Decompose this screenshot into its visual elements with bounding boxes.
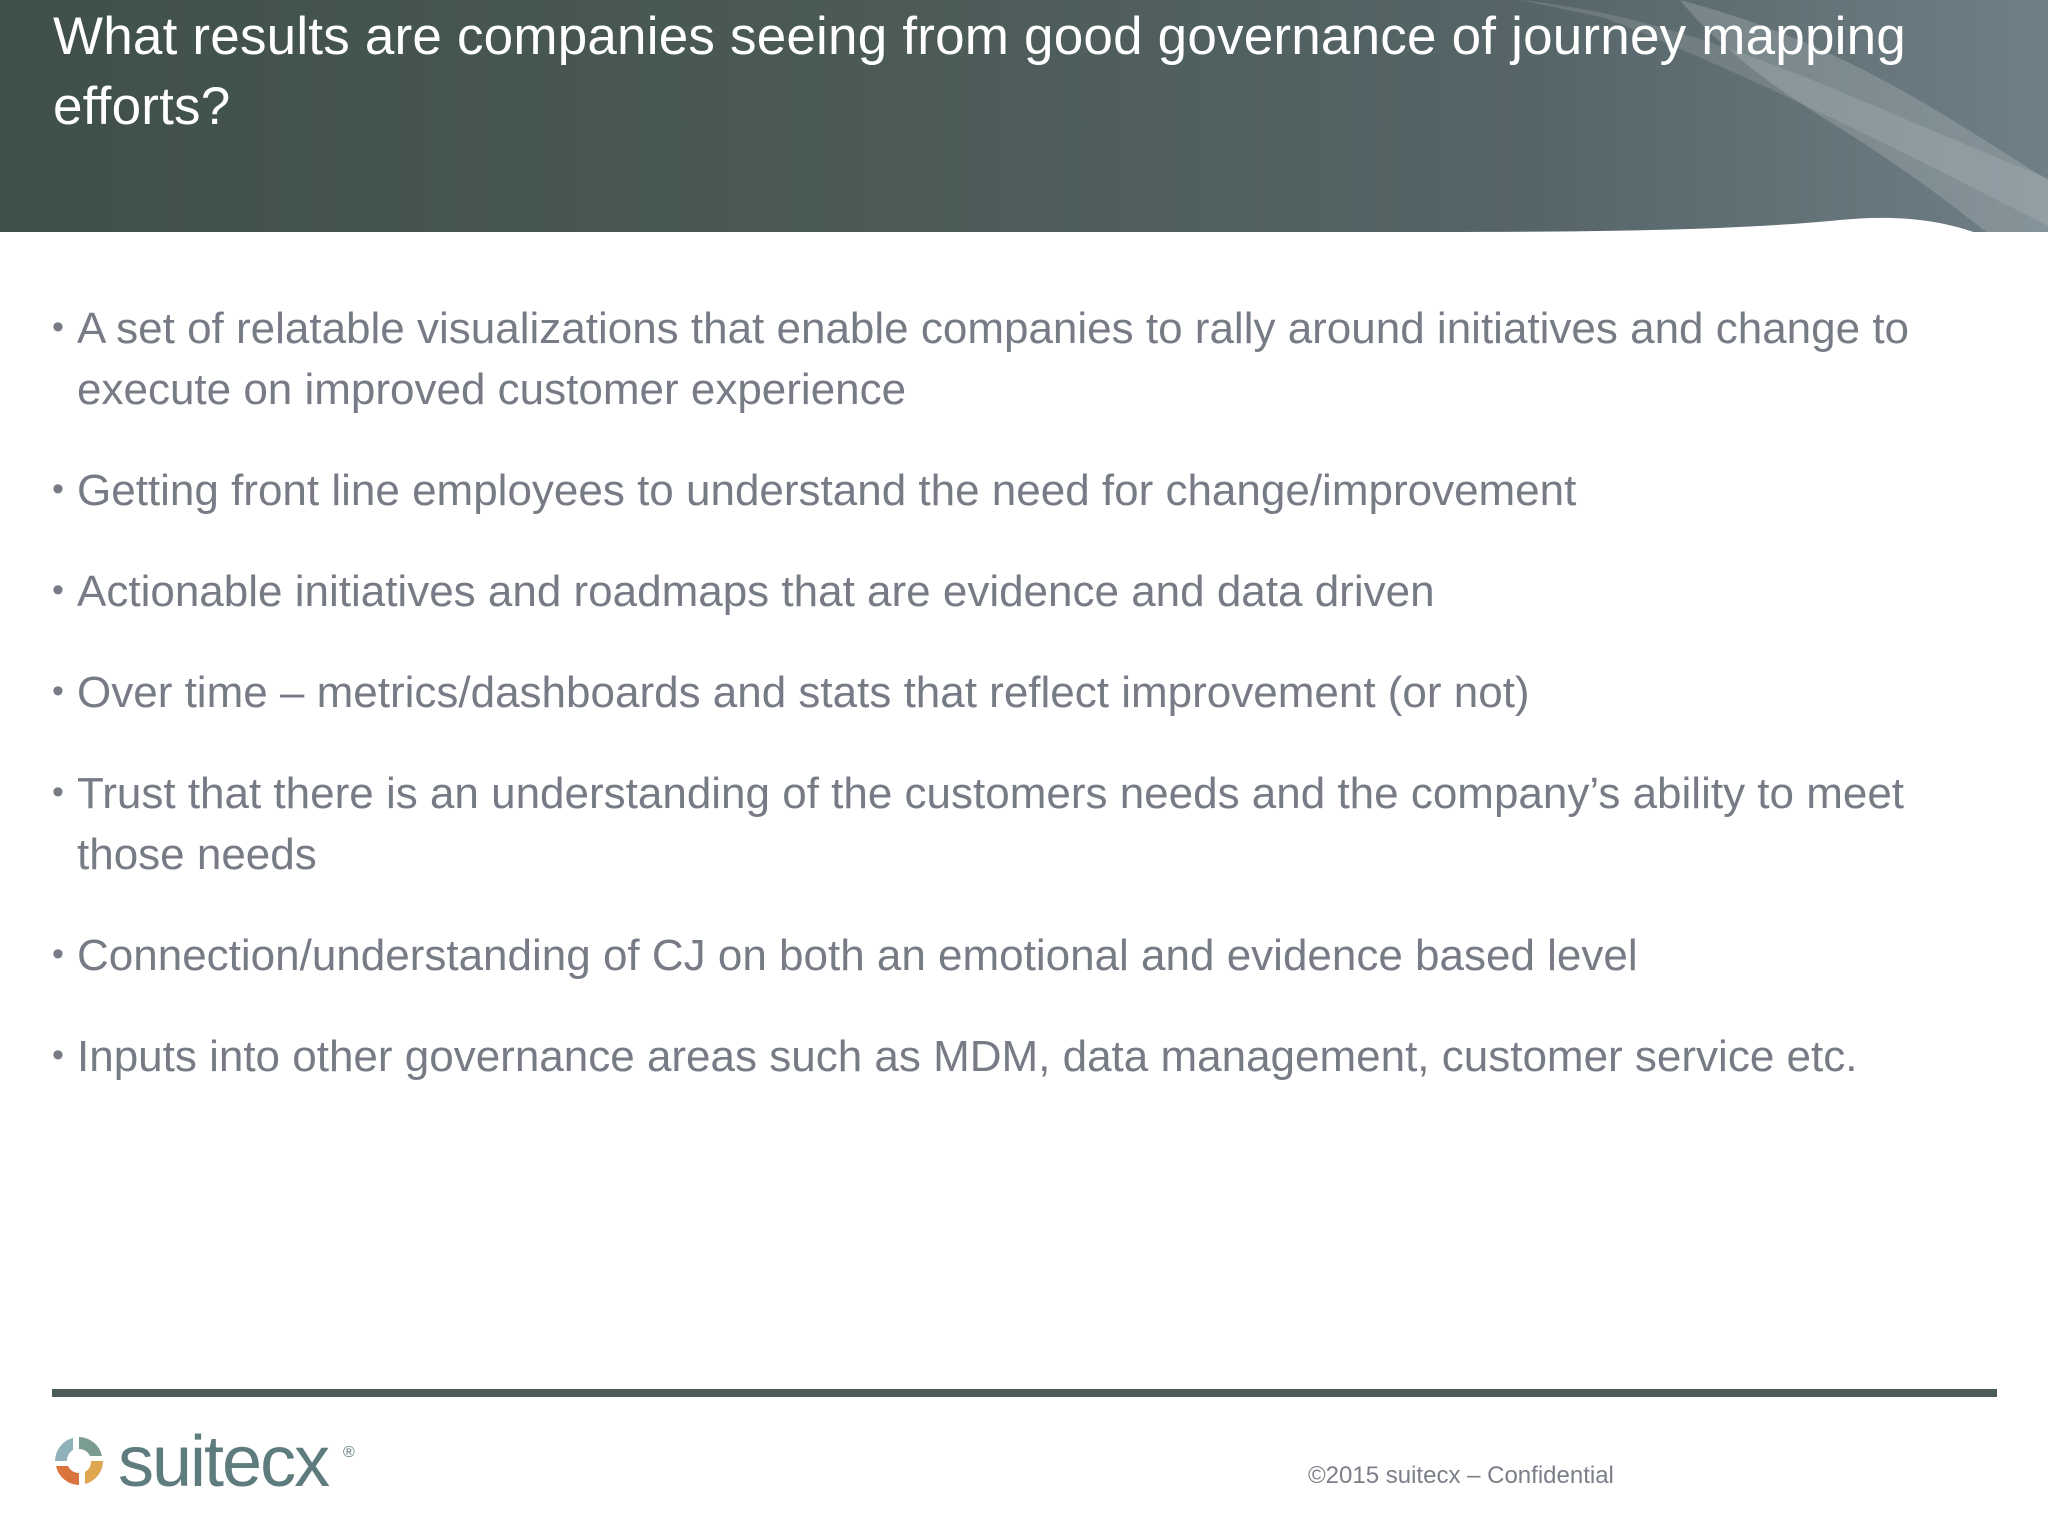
suitecx-logo-mark-icon <box>50 1432 108 1490</box>
slide-header <box>0 0 2048 232</box>
bullet-item: • Over time – metrics/dashboards and stats that reflect improvement (or not) <box>52 662 2012 723</box>
bullet-item: • Actionable initiatives and roadmaps that are evidence and data driven <box>52 561 2012 622</box>
bullet-item: • Connection/understanding of CJ on both an emotional and evidence based level <box>52 925 2012 986</box>
logo-text: suitecx <box>118 1422 329 1502</box>
footer-divider <box>52 1389 1997 1397</box>
bullet-item: • Getting front line employees to understand the need for change/improvement <box>52 460 2012 521</box>
copyright-notice: ©2015 suitecx – Confidential <box>1308 1462 1614 1489</box>
bullet-item: • Trust that there is an understanding of the customers needs and the company’s ability to meet those needs <box>52 763 2012 885</box>
suitecx-logo <box>50 1422 380 1502</box>
slide-title: What results are companies seeing from good governance of journey mapping efforts? <box>53 7 1906 136</box>
header-white-cutout <box>0 218 2048 232</box>
registered-trademark-symbol: ® <box>343 1444 355 1461</box>
bullet-item: • A set of relatable visualizations that enable companies to rally around initiatives and change to execute on improved customer experience <box>52 298 2012 420</box>
bullet-item: • Inputs into other governance areas such as MDM, data management, customer service etc. <box>52 1026 2012 1087</box>
bullet-list <box>52 298 2012 1127</box>
